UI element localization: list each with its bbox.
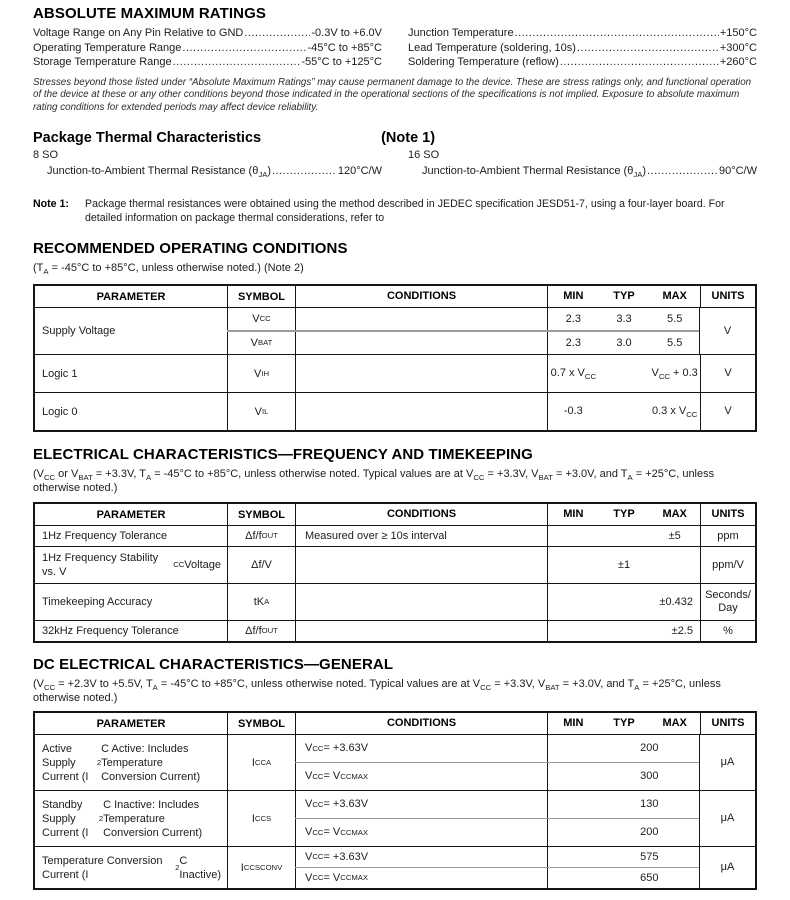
spec-value: -55°C to +125°C	[301, 56, 382, 68]
cell-conditions	[295, 621, 547, 641]
cell-conditions: V CC = +3.63V	[295, 791, 547, 818]
dot-leader	[244, 26, 310, 41]
cell-units: V	[700, 393, 755, 430]
dot-leader	[182, 41, 306, 56]
section-title: ABSOLUTE MAXIMUM RATINGS	[33, 5, 266, 22]
cell-symbol: Δf/V	[227, 547, 295, 583]
table-row-1hz-stability	[35, 546, 755, 583]
cell-max: 5.5	[667, 336, 683, 349]
cell-conditions: V CC = +3.63V	[295, 847, 547, 867]
cell-symbol: I CCSCONV	[227, 847, 295, 888]
cell-min-typ-max	[547, 763, 700, 790]
spec-label: Junction-to-Ambient Thermal Resistance $(\theta_{JA})$	[422, 164, 646, 180]
header-min-typ-max	[547, 713, 700, 734]
cell-conditions	[295, 308, 547, 330]
note-label: Note 1:	[33, 198, 69, 211]
cell-conditions: V CC = +3.63V	[295, 735, 547, 762]
abs-max-right-column	[408, 26, 757, 70]
spec-line	[408, 41, 757, 56]
cell-min: -0.3	[563, 405, 583, 418]
spec-line	[33, 55, 382, 70]
header-units: UNITS	[700, 504, 755, 525]
cell-max: 650	[640, 871, 659, 884]
dot-leader	[515, 26, 719, 41]
cell-min-typ-max	[547, 547, 700, 583]
cell-max: 200	[640, 742, 659, 755]
spec-label: Lead Temperature (soldering, 10s)	[408, 41, 576, 54]
note-text: Package thermal resistances were obtained using the method described in JEDEC specification JESD51-7, using a four-layer board. For detailed information on package thermal considerations, refer to	[85, 198, 725, 224]
cell-conditions: V CC = V CCMAX	[295, 868, 547, 888]
sub-row-condition	[295, 818, 699, 846]
table-row-supply-voltage	[35, 307, 755, 354]
header-parameter: PARAMETER	[96, 508, 166, 521]
spec-label: Soldering Temperature (reflow)	[408, 56, 559, 68]
cell-min-typ-max	[547, 868, 700, 888]
cell-conditions	[295, 547, 547, 583]
section-frequency-timekeeping	[33, 446, 757, 643]
header-symbol: SYMBOL	[227, 286, 295, 307]
cell-min: 2.3	[565, 336, 581, 349]
sub-row-condition	[295, 791, 699, 818]
spec-value: 120°C/W	[337, 164, 382, 177]
section-recommended-operating	[33, 240, 757, 432]
section-dc-general	[33, 656, 757, 890]
cell-units: μA	[699, 735, 755, 790]
spec-label: Voltage Range on Any Pin Relative to GND	[33, 27, 244, 39]
spec-value: -0.3V to +6.0V	[311, 27, 382, 39]
header-min: MIN	[563, 508, 584, 521]
sub-row-condition	[295, 762, 699, 790]
thermal-16so-column	[408, 146, 757, 179]
spec-line	[33, 164, 382, 179]
spec-label: Storage Temperature Range	[33, 56, 172, 68]
cell-units: V	[700, 355, 755, 392]
cell-max: ±2.5	[671, 624, 693, 637]
cell-max: 5.5	[667, 312, 683, 325]
cell-symbol: V CC	[227, 308, 295, 330]
package-name: 8 SO	[33, 148, 59, 161]
cell-typ	[599, 411, 650, 413]
cell-symbol: V BAT	[227, 332, 295, 354]
cell-min-typ-max	[547, 819, 700, 846]
cell-conditions: V CC = V CCMAX	[295, 763, 547, 790]
section-conditions: ($V_{CC} = +2.3V$ to +5.5V, $T_A = -45^\circ C$ to +85°C, unless otherwise noted. Typical values are at $V_{CC} = +3.3V$, $V_{BAT} = +3.0V$, and $T_A = +25^\circ C$, unless otherwise noted.)	[33, 678, 721, 705]
section-title: ELECTRICAL CHARACTERISTICS—FREQUENCY AND TIMEKEEPING	[33, 446, 533, 464]
spec-value: -45°C to +85°C	[307, 41, 382, 54]
cell-max: 200	[640, 826, 659, 839]
sub-row-condition	[295, 735, 699, 762]
sub-row-vbat	[227, 330, 699, 354]
dot-leader	[560, 55, 719, 70]
cell-min-typ-max	[547, 621, 700, 641]
sub-row-condition	[295, 847, 699, 867]
cell-units: ppm	[700, 526, 755, 546]
cell-min-typ-max	[547, 791, 700, 818]
note-reference: (Note 1)	[381, 129, 436, 146]
cell-max: $V_{CC} + 0.3$	[651, 367, 698, 382]
table-row-1hz-tolerance	[35, 525, 755, 546]
cell-max: 300	[640, 770, 659, 783]
cell-parameter: Temperature Conversion Current (I 2 C Inactive)	[42, 854, 221, 881]
table-row-timekeeping-accuracy	[35, 583, 755, 620]
spec-label: Junction-to-Ambient Thermal Resistance $(\theta_{JA})$	[47, 164, 271, 180]
table-header-row	[35, 286, 755, 307]
header-conditions: CONDITIONS	[295, 286, 547, 307]
sub-row-vcc	[227, 308, 699, 330]
cell-parameter: Standby Supply Current (I 2 C Inactive: Includes Temperature Conversion Current)	[42, 798, 203, 839]
table-header-row	[35, 713, 755, 734]
header-typ: TYP	[613, 717, 635, 730]
header-min: MIN	[563, 290, 584, 303]
cell-conditions: V CC = V CCMAX	[295, 819, 547, 846]
header-max: MAX	[662, 290, 687, 303]
dot-leader	[173, 55, 301, 70]
spec-line	[408, 26, 757, 41]
cell-typ: 3.3	[616, 312, 632, 325]
header-symbol: SYMBOL	[227, 504, 295, 525]
table-row-standby-supply-current	[35, 790, 755, 846]
abs-max-left-column	[33, 26, 382, 70]
thermal-8so-column	[33, 146, 382, 179]
cell-min-typ-max	[547, 584, 700, 620]
cell-symbol: I CCA	[227, 735, 295, 790]
section-title: DC ELECTRICAL CHARACTERISTICS—GENERAL	[33, 656, 394, 674]
cell-min-typ-max	[547, 735, 700, 762]
note-1	[33, 198, 757, 225]
header-max: MAX	[662, 508, 687, 521]
cell-parameter: 1Hz Frequency Tolerance	[42, 530, 168, 543]
cell-max: 575	[640, 850, 659, 863]
cell-conditions	[295, 355, 547, 392]
header-min-typ-max	[547, 286, 700, 307]
cell-min-typ-max	[547, 355, 700, 392]
recommended-operating-table	[33, 284, 757, 432]
cell-symbol: tK A	[227, 584, 295, 620]
cell-parameter: 32kHz Frequency Tolerance	[42, 625, 179, 638]
header-max: MAX	[662, 717, 687, 730]
section-title: RECOMMENDED OPERATING CONDITIONS	[33, 240, 348, 258]
cell-conditions	[295, 332, 547, 354]
cell-units: ppm/V	[700, 547, 755, 583]
spec-value: +260°C	[719, 56, 757, 68]
cell-max: 130	[640, 798, 659, 811]
sub-row-condition	[295, 867, 699, 888]
spec-line	[408, 164, 757, 179]
cell-units: V	[699, 308, 755, 354]
cell-max: 0.3 x $V_{CC}$	[651, 405, 698, 420]
cell-min-typ-max	[547, 332, 700, 354]
header-parameter: PARAMETER	[96, 290, 166, 303]
section-conditions: ($T_A = -45^\circ C$ to +85°C, unless otherwise noted.) (Note 2)	[33, 262, 304, 277]
header-units: UNITS	[700, 713, 755, 734]
header-min-typ-max	[547, 504, 700, 525]
cell-symbol: V IH	[227, 355, 295, 392]
cell-parameter: Timekeeping Accuracy	[42, 596, 153, 609]
spec-line	[33, 41, 382, 56]
spec-line	[408, 55, 757, 70]
dot-leader	[577, 41, 719, 56]
table-row-logic-1	[35, 354, 755, 392]
spec-value: 90°C/W	[718, 164, 757, 177]
table-header-row	[35, 504, 755, 525]
dot-leader	[647, 164, 718, 179]
table-row-32khz-tolerance	[35, 620, 755, 641]
header-parameter: PARAMETER	[96, 717, 166, 730]
header-min: MIN	[563, 717, 584, 730]
header-typ: TYP	[613, 290, 635, 303]
cell-conditions	[295, 584, 547, 620]
cell-typ	[599, 373, 650, 375]
spec-label: Junction Temperature	[408, 27, 514, 39]
section-package-thermal	[33, 130, 757, 226]
cell-min: 2.3	[565, 312, 581, 325]
cell-parameter: 1Hz Frequency Stability vs. V CC Voltage	[42, 552, 221, 579]
cell-min-typ-max	[547, 526, 700, 546]
section-conditions: ($V_{CC}$ or $V_{BAT} = +3.3V$, $T_A = -45^\circ C$ to +85°C, unless otherwise noted. Typical values are at $V_{CC} = +3.3V$, $V_{BAT} = +3.0V$, and $T_A = +25^\circ C$, unless otherwise noted.)	[33, 468, 715, 495]
cell-min-typ-max	[547, 847, 700, 867]
cell-typ: ±1	[617, 558, 631, 571]
cell-min: 0.7 x $V_{CC}$	[550, 367, 596, 382]
header-units: UNITS	[700, 286, 755, 307]
dc-general-table	[33, 711, 757, 890]
cell-units: %	[700, 621, 755, 641]
cell-typ: 3.0	[616, 336, 632, 349]
header-conditions: CONDITIONS	[295, 504, 547, 525]
cell-parameter: Active Supply Current (I 2 C Active: Includes Temperature Conversion Current)	[42, 742, 201, 783]
cell-parameter: Logic 0	[42, 405, 78, 418]
cell-min-typ-max	[547, 393, 700, 430]
cell-units: Seconds/ Day	[700, 584, 755, 620]
cell-symbol: I CCS	[227, 791, 295, 846]
spec-line	[33, 26, 382, 41]
header-typ: TYP	[613, 508, 635, 521]
header-conditions: CONDITIONS	[295, 713, 547, 734]
table-row-active-supply-current	[35, 734, 755, 790]
cell-parameter: Logic 1	[42, 367, 78, 380]
spec-label: Operating Temperature Range	[33, 41, 182, 54]
cell-conditions	[295, 393, 547, 430]
package-name: 16 SO	[408, 148, 440, 161]
cell-symbol: Δf/f OUT	[227, 526, 295, 546]
cell-min-typ-max	[547, 308, 700, 330]
section-title: Package Thermal Characteristics	[33, 129, 262, 146]
cell-parameter: Supply Voltage	[42, 325, 116, 338]
cell-symbol: V IL	[227, 393, 295, 430]
cell-units: μA	[699, 847, 755, 888]
spec-value: +300°C	[719, 41, 757, 54]
frequency-table	[33, 502, 757, 643]
dot-leader	[272, 164, 337, 179]
spec-value: +150°C	[719, 27, 757, 39]
section-absolute-maximum-ratings	[33, 5, 757, 115]
abs-max-disclaimer: Stresses beyond those listed under “Absolute Maximum Ratings” may cause permanent damage to the device. These are stress ratings only, and functional operation of the device at these or any other conditions beyond those indicated in the operational sections of the specifications is not implied. Exposure to absolute maximum rating conditions for extended periods may affect device reliability.	[33, 76, 752, 114]
cell-conditions: Measured over ≥ 10s interval	[295, 526, 547, 546]
table-row-temp-conversion-current	[35, 846, 755, 888]
cell-max: ±0.432	[659, 595, 693, 608]
cell-symbol: Δf/f OUT	[227, 621, 295, 641]
cell-units: μA	[699, 791, 755, 846]
table-row-logic-0	[35, 392, 755, 430]
header-symbol: SYMBOL	[227, 713, 295, 734]
cell-max: ±5	[668, 529, 681, 542]
